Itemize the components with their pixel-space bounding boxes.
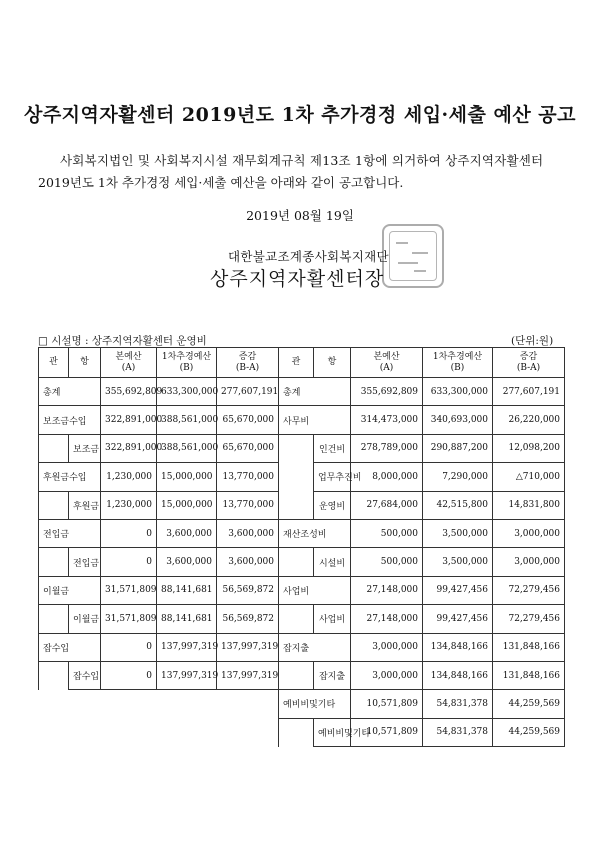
revenue-supp: 633,300,000 [157, 378, 217, 406]
table-row [39, 519, 565, 547]
expense-supp: 54,831,378 [423, 690, 493, 718]
expense-kwan: 잡지출 [279, 633, 351, 661]
revenue-base: 31,571,809 [101, 576, 157, 604]
expense-base: 27,684,000 [351, 491, 423, 519]
expense-hang: 사업비 [314, 605, 351, 633]
facility-label: □ 시설명 : 상주지역자활센터 운영비 [38, 335, 207, 347]
col-kwan-header: 관 [39, 348, 69, 378]
expense-diff: 3,000,000 [493, 519, 565, 547]
expense-kwan: 예비비및기타 [279, 690, 351, 718]
expense-supp: 633,300,000 [423, 378, 493, 406]
expense-supp: 99,427,456 [423, 605, 493, 633]
expense-hang: 인건비 [314, 434, 351, 462]
col-hang-header: 항 [69, 348, 101, 378]
expense-diff: 3,000,000 [493, 548, 565, 576]
expense-diff: 44,259,569 [493, 718, 565, 746]
table-row [39, 661, 565, 689]
table-row [39, 378, 565, 406]
revenue-diff: 137,997,319 [217, 661, 279, 689]
table-row [39, 690, 565, 718]
revenue-supp: 388,561,000 [157, 406, 217, 434]
revenue-kwan: 총계 [39, 378, 101, 406]
expense-base: 27,148,000 [351, 576, 423, 604]
revenue-base: 31,571,809 [101, 605, 157, 633]
table-row [39, 633, 565, 661]
announcement-body [38, 150, 566, 194]
expense-diff: 277,607,191 [493, 378, 565, 406]
expense-hang: 업무추진비 [314, 463, 351, 491]
revenue-hang: 후원금 [69, 491, 101, 519]
revenue-base: 1,230,000 [101, 463, 157, 491]
revenue-kwan: 전입금 [39, 519, 101, 547]
expense-base: 500,000 [351, 548, 423, 576]
expense-base: 355,692,809 [351, 378, 423, 406]
table-row [39, 491, 565, 519]
table-row [39, 718, 565, 746]
revenue-kwan: 잡수입 [39, 633, 101, 661]
revenue-base: 0 [101, 519, 157, 547]
revenue-diff: 277,607,191 [217, 378, 279, 406]
expense-supp: 54,831,378 [423, 718, 493, 746]
revenue-supp: 88,141,681 [157, 605, 217, 633]
col-supp-header: 1차추경예산 (B) [423, 348, 493, 378]
unit-label: (단위:원) [511, 335, 554, 347]
table-row [39, 576, 565, 604]
expense-diff: △710,000 [493, 463, 565, 491]
expense-supp: 7,290,000 [423, 463, 493, 491]
announcement-date: 2019년 08월 19일 [246, 208, 354, 223]
expense-hang: 예비비및기타 [314, 718, 351, 746]
expense-diff: 14,831,800 [493, 491, 565, 519]
body-line-2: 2019년도 1차 추가경정 세입·세출 예산을 아래와 같이 공고합니다. [38, 175, 404, 190]
official-seal [382, 224, 444, 288]
expense-base: 27,148,000 [351, 605, 423, 633]
table-row [39, 463, 565, 491]
expense-supp: 42,515,800 [423, 491, 493, 519]
expense-supp: 99,427,456 [423, 576, 493, 604]
revenue-supp: 3,600,000 [157, 548, 217, 576]
col-hang-header: 항 [314, 348, 351, 378]
revenue-kwan: 후원금수입 [39, 463, 101, 491]
budget-table [38, 347, 565, 747]
expense-diff: 72,279,456 [493, 576, 565, 604]
col-base-header: 본예산 (A) [351, 348, 423, 378]
expense-base: 314,473,000 [351, 406, 423, 434]
revenue-supp: 3,600,000 [157, 519, 217, 547]
revenue-diff: 56,569,872 [217, 605, 279, 633]
expense-diff: 131,848,166 [493, 633, 565, 661]
col-base-header: 본예산 (A) [101, 348, 157, 378]
table-row [39, 434, 565, 462]
col-diff-header: 증감 (B-A) [493, 348, 565, 378]
foundation-name: 대한불교조계종사회복지재단 [228, 249, 389, 264]
expense-diff: 44,259,569 [493, 690, 565, 718]
revenue-hang: 이월금 [69, 605, 101, 633]
col-kwan-header: 관 [279, 348, 314, 378]
expense-kwan: 총계 [279, 378, 351, 406]
header-row [39, 348, 565, 378]
page-title: 상주지역자활센터 2019년도 1차 추가경정 세입·세출 예산 공고 [23, 104, 577, 126]
expense-base: 500,000 [351, 519, 423, 547]
expense-kwan: 사업비 [279, 576, 351, 604]
center-director-name: 상주지역자활센터장 [210, 268, 385, 290]
expense-hang: 잡지출 [314, 661, 351, 689]
col-supp-header: 1차추경예산 (B) [157, 348, 217, 378]
revenue-supp: 88,141,681 [157, 576, 217, 604]
expense-base: 278,789,000 [351, 434, 423, 462]
revenue-base: 355,692,809 [101, 378, 157, 406]
table-row [39, 605, 565, 633]
expense-supp: 3,500,000 [423, 548, 493, 576]
revenue-diff: 56,569,872 [217, 576, 279, 604]
expense-supp: 134,848,166 [423, 661, 493, 689]
expense-diff: 131,848,166 [493, 661, 565, 689]
expense-base: 10,571,809 [351, 718, 423, 746]
revenue-supp: 137,997,319 [157, 633, 217, 661]
expense-diff: 26,220,000 [493, 406, 565, 434]
revenue-base: 0 [101, 548, 157, 576]
revenue-diff: 65,670,000 [217, 434, 279, 462]
table-row [39, 548, 565, 576]
revenue-diff: 13,770,000 [217, 491, 279, 519]
expense-kwan: 사무비 [279, 406, 351, 434]
revenue-base: 1,230,000 [101, 491, 157, 519]
expense-diff: 72,279,456 [493, 605, 565, 633]
revenue-hang: 보조금 [69, 434, 101, 462]
revenue-diff: 65,670,000 [217, 406, 279, 434]
revenue-supp: 137,997,319 [157, 661, 217, 689]
expense-supp: 134,848,166 [423, 633, 493, 661]
revenue-diff: 3,600,000 [217, 548, 279, 576]
revenue-diff: 3,600,000 [217, 519, 279, 547]
expense-base: 3,000,000 [351, 661, 423, 689]
revenue-base: 0 [101, 661, 157, 689]
expense-diff: 12,098,200 [493, 434, 565, 462]
expense-supp: 290,887,200 [423, 434, 493, 462]
revenue-kwan: 이월금 [39, 576, 101, 604]
revenue-supp: 388,561,000 [157, 434, 217, 462]
revenue-diff: 13,770,000 [217, 463, 279, 491]
expense-base: 8,000,000 [351, 463, 423, 491]
expense-base: 10,571,809 [351, 690, 423, 718]
revenue-diff: 137,997,319 [217, 633, 279, 661]
revenue-base: 0 [101, 633, 157, 661]
expense-kwan: 재산조성비 [279, 519, 351, 547]
expense-supp: 3,500,000 [423, 519, 493, 547]
revenue-hang: 잡수입 [69, 661, 101, 689]
expense-hang: 운영비 [314, 491, 351, 519]
revenue-supp: 15,000,000 [157, 463, 217, 491]
expense-supp: 340,693,000 [423, 406, 493, 434]
revenue-supp: 15,000,000 [157, 491, 217, 519]
revenue-kwan: 보조금수입 [39, 406, 101, 434]
table-row [39, 406, 565, 434]
revenue-base: 322,891,000 [101, 434, 157, 462]
expense-base: 3,000,000 [351, 633, 423, 661]
revenue-base: 322,891,000 [101, 406, 157, 434]
col-diff-header: 증감 (B-A) [217, 348, 279, 378]
revenue-hang: 전입금 [69, 548, 101, 576]
expense-hang: 시설비 [314, 548, 351, 576]
body-line-1: 사회복지법인 및 사회복지시설 재무회계규칙 제13조 1항에 의거하여 상주지역자활센터 [60, 153, 544, 168]
